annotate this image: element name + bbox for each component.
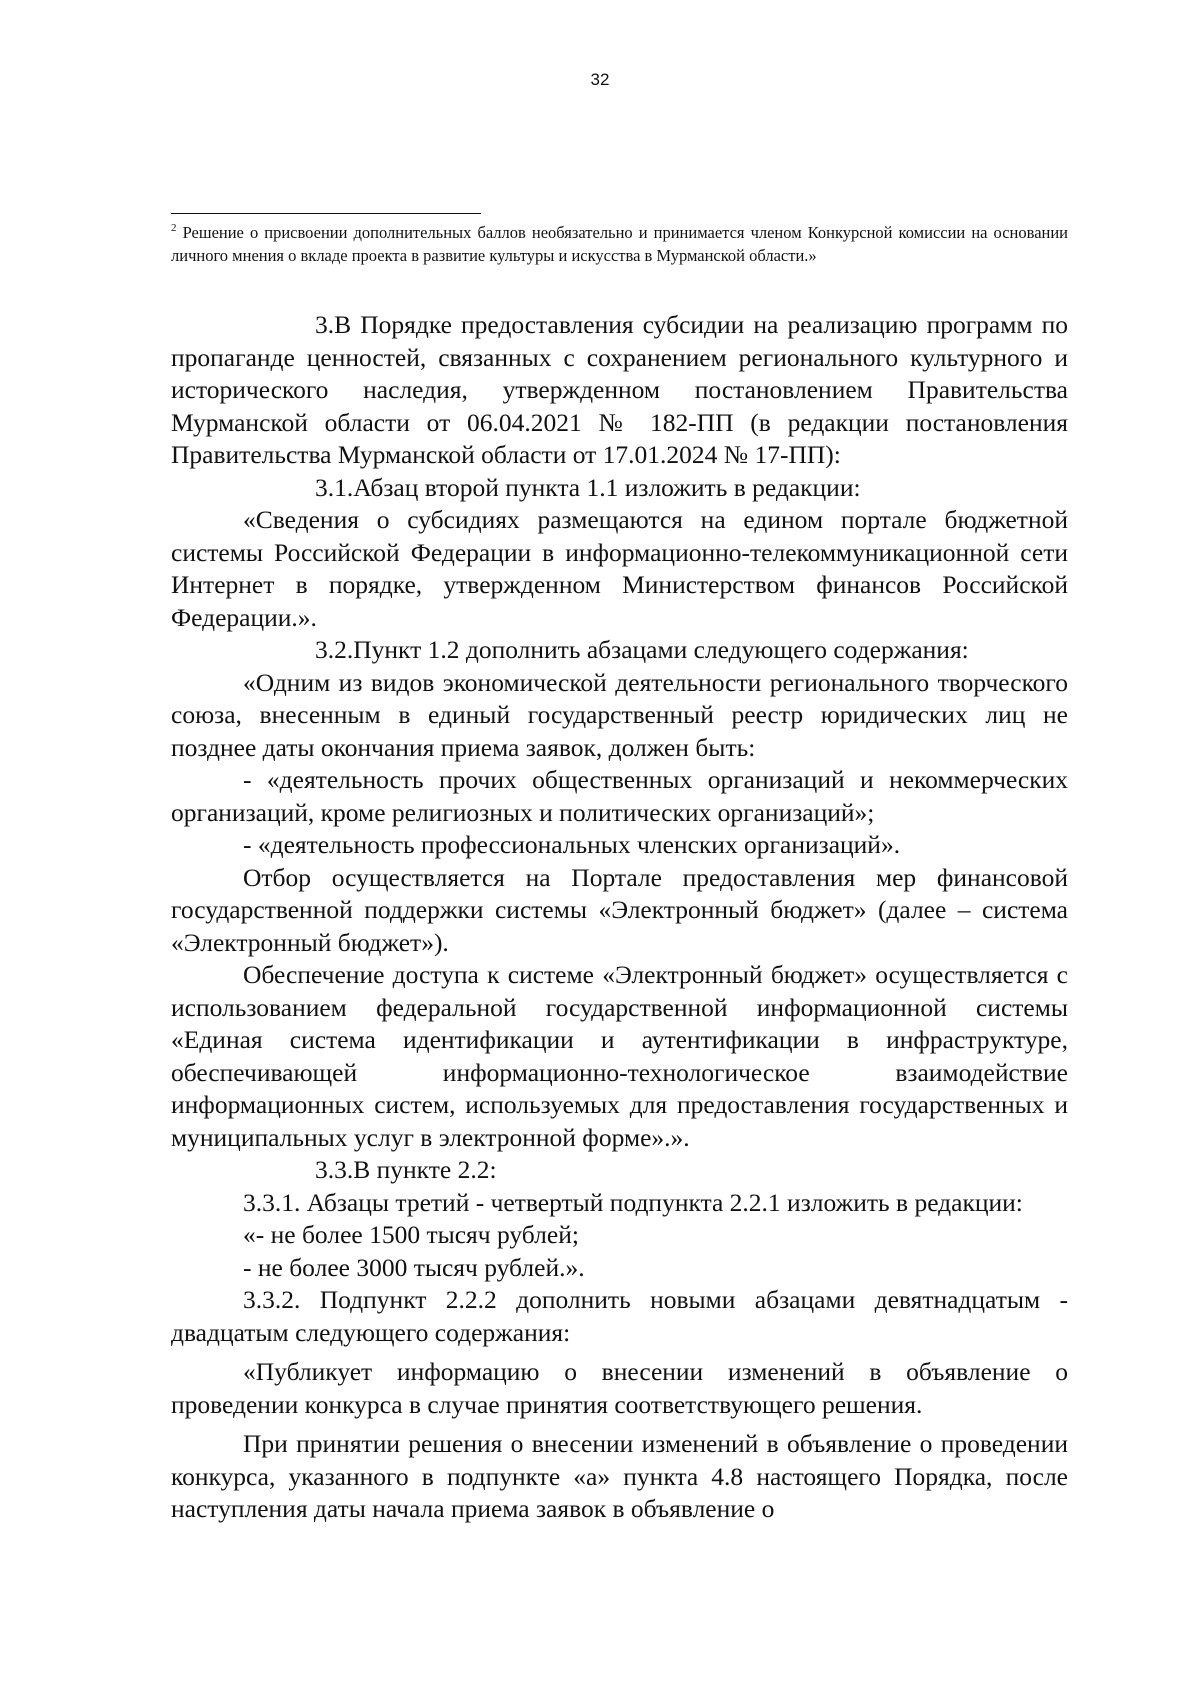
list-item: «- не более 1500 тысяч рублей; xyxy=(243,1220,579,1249)
paragraph-text: Пункт 1.2 дополнить абзацами следующего содержания: xyxy=(353,635,969,664)
paragraph-text: В пункте 2.2: xyxy=(353,1155,497,1184)
paragraph-3-3-1: 3.3.1. Абзацы третий - четвертый подпункта 2.2.1 изложить в редакции: xyxy=(243,1187,1023,1217)
footnote-text: Решение о присвоении дополнительных баллов необязательно и принимается членом Конкурсной комиссии на основании личного мнения о вкладе проекта в развитие культуры и искусства в Мурманской области.» xyxy=(171,223,1069,265)
page-number: 32 xyxy=(590,70,610,89)
paragraph-text: В Порядке предоставления субсидии на реализацию программ по пропаганде ценностей, связанных с сохранением регионального культурного и исторического наследия, утвержденном постановлением Правительства Мурманской области от 06.04.2021 № 182-ПП (в редакции постановления Правительства Мурманской области от 17.01.2024 № 17-ПП): xyxy=(171,310,1068,469)
footnote-separator xyxy=(171,213,481,214)
paragraph-3-2 xyxy=(171,634,1068,667)
paragraph-changes: При принятии решения о внесении изменений в объявление о проведении конкурса, указанного в подпункте «а» пункта 4.8 настоящего Порядка, после наступления даты начала приема заявок в объявление о xyxy=(171,1429,1068,1523)
footnote-mark: 2 xyxy=(171,222,177,234)
paragraph-selection: Отбор осуществляется на Портале предоставления мер финансовой государственной поддержки системы «Электронный бюджет» (далее – система «Электронный бюджет»). xyxy=(171,862,1068,957)
item-number: 3.1. xyxy=(315,472,354,502)
paragraph-3-1-quote: «Сведения о субсидиях размещаются на едином портале бюджетной системы Российской Федерации в информационно-телекоммуникационной сети Интернет в порядке, утвержденном Министерством финансов Российской Федерации.». xyxy=(171,505,1068,632)
list-item: - не более 3000 тысяч рублей.». xyxy=(243,1252,585,1282)
paragraph-3-3-2: 3.3.2. Подпункт 2.2.2 дополнить новыми абзацами девятнадцатым - двадцатым следующего содержания: xyxy=(171,1285,1068,1347)
paragraph-publish: «Публикует информацию о внесении изменений в объявление о проведении конкурса в случае принятия соответствующего решения. xyxy=(171,1357,1068,1419)
item-number: 3.3. xyxy=(315,1155,354,1184)
paragraph-3-1 xyxy=(171,472,1068,505)
item-number: 3.2. xyxy=(315,635,354,664)
footnote xyxy=(171,221,1068,267)
list-item: - «деятельность прочих общественных организаций и некоммерческих организаций, кроме религиозных и политических организаций»; xyxy=(171,765,1068,827)
paragraph-3-2-quote: «Одним из видов экономической деятельности регионального творческого союза, внесенным в единый государственный реестр юридических лиц не позднее даты окончания приема заявок, должен быть: xyxy=(171,667,1068,762)
paragraph-3 xyxy=(171,309,1068,472)
paragraph-text: Абзац второй пункта 1.1 изложить в редакции: xyxy=(353,472,861,502)
item-number: 3. xyxy=(315,310,335,339)
document-body xyxy=(171,309,1068,1526)
list-item: - «деятельность профессиональных членских организаций». xyxy=(243,830,901,859)
paragraph-access: Обеспечение доступа к системе «Электронный бюджет» осуществляется с использованием федеральной государственной информационной системы «Единая система идентификации и аутентификации в инфраструктуре, обеспечивающей информационно-технологическое взаимодействие информационных систем, используемых для предоставления государственных и муниципальных услуг в электронной форме».». xyxy=(171,960,1068,1152)
paragraph-3-3 xyxy=(171,1154,1068,1187)
